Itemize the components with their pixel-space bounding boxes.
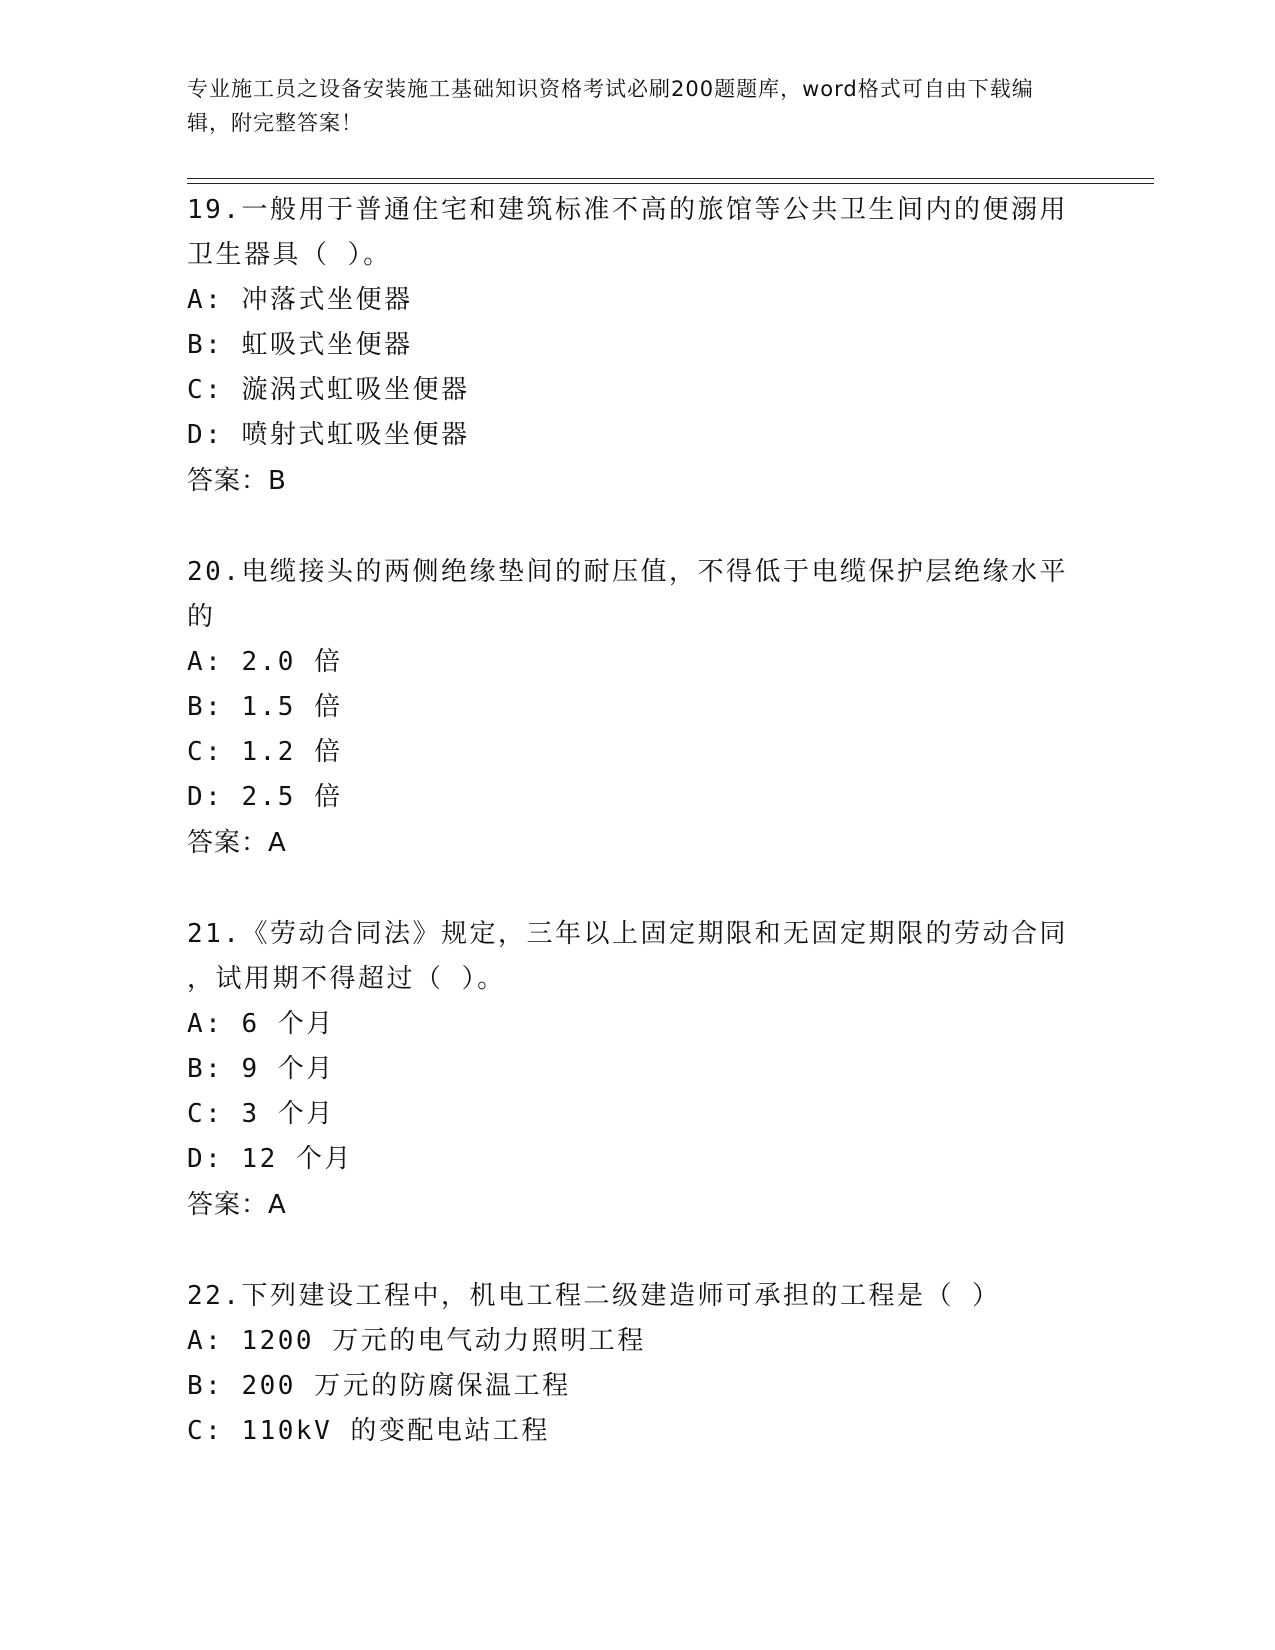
answer: 答案：A	[187, 1190, 287, 1220]
header-divider-bottom	[187, 183, 1154, 184]
option-b: B: 1.5 倍	[187, 692, 343, 722]
option-c: C: 3 个月	[187, 1099, 335, 1129]
option-a: A: 1200 万元的电气动力照明工程	[187, 1326, 646, 1356]
header-divider-top	[187, 178, 1154, 179]
option-a: A: 2.0 倍	[187, 647, 343, 677]
document-header: 专业施工员之设备安装施工基础知识资格考试必刷200题题库，word格式可自由下载编辑，附完整答案！	[187, 77, 1034, 135]
option-a: A: 6 个月	[187, 1009, 335, 1039]
question-21	[187, 912, 1087, 1228]
option-c: C: 110kV 的变配电站工程	[187, 1416, 550, 1446]
question-22	[187, 1274, 1087, 1454]
option-c: C: 1.2 倍	[187, 737, 343, 767]
question-stem: 19.一般用于普通住宅和建筑标准不高的旅馆等公共卫生间内的便溺用	[187, 195, 1068, 225]
option-b: B: 200 万元的防腐保温工程	[187, 1371, 571, 1401]
question-list	[187, 188, 1087, 1500]
option-b: B: 虹吸式坐便器	[187, 330, 413, 360]
question-stem-continued: ，试用期不得超过（ ）。	[187, 964, 506, 994]
option-a: A: 冲落式坐便器	[187, 285, 413, 315]
question-stem-continued: 的	[187, 602, 216, 632]
option-d: D: 喷射式虹吸坐便器	[187, 420, 470, 450]
question-stem: 21.《劳动合同法》规定，三年以上固定期限和无固定期限的劳动合同	[187, 919, 1068, 949]
question-stem-continued: 卫生器具（ ）。	[187, 240, 392, 270]
option-c: C: 漩涡式虹吸坐便器	[187, 375, 470, 405]
question-stem: 22.下列建设工程中，机电工程二级建造师可承担的工程是（ ）	[187, 1281, 1001, 1311]
answer: 答案：B	[187, 466, 287, 496]
question-19	[187, 188, 1087, 504]
option-b: B: 9 个月	[187, 1054, 335, 1084]
answer: 答案：A	[187, 828, 287, 858]
question-stem: 20.电缆接头的两侧绝缘垫间的耐压值，不得低于电缆保护层绝缘水平	[187, 557, 1068, 587]
option-d: D: 12 个月	[187, 1144, 353, 1174]
option-d: D: 2.5 倍	[187, 782, 343, 812]
question-20	[187, 550, 1087, 866]
